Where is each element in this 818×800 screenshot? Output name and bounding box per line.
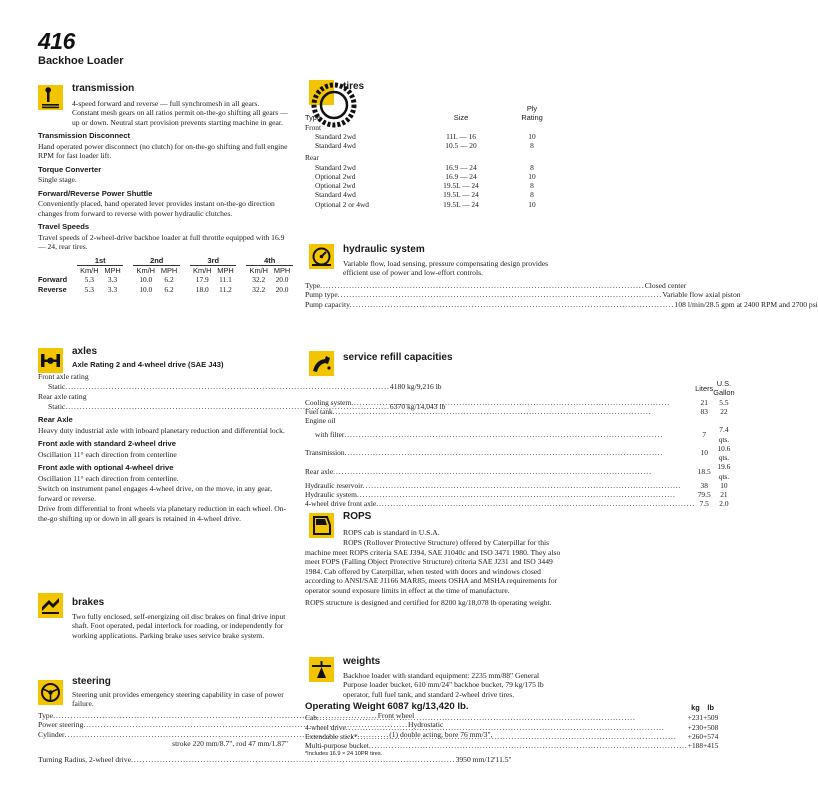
weights-section	[305, 670, 719, 758]
tire-type: Standard 2wd	[315, 162, 356, 172]
refill-header-row	[305, 379, 735, 398]
refill-row	[305, 499, 735, 508]
steering-row-label: Type	[38, 710, 54, 720]
weight-lb: +509	[703, 713, 719, 723]
speed-cell: 20.0	[275, 284, 289, 294]
tire-type: Optional 2wd	[315, 171, 356, 181]
tire-size: 19.5L — 24	[443, 190, 479, 200]
speed-row-label: Forward	[38, 275, 68, 285]
refill-row	[305, 462, 735, 481]
refill-gallon: 21	[720, 490, 728, 499]
steering-intro: Steering unit provides emergency steering capability in case of power failure.	[72, 690, 284, 709]
brakes-section	[38, 611, 288, 640]
tire-type: Standard 2wd	[315, 131, 356, 141]
tires-title: tires	[343, 81, 365, 92]
front-axle-2wd-text: Oscillation 11° each direction from centerline	[38, 449, 177, 459]
tire-ply: 10	[528, 171, 536, 181]
front-axle-4wd-heading: Front axle with optional 4-wheel drive	[38, 463, 174, 473]
tire-ply: 8	[530, 190, 534, 200]
transmission-title: transmission	[72, 83, 135, 94]
refill-label: Fuel tank	[305, 406, 333, 416]
tire-type: Standard 4wd	[315, 141, 356, 150]
turning-radius-value: 3950 mm/12'11.5"	[455, 754, 512, 764]
transmission-disconnect-heading: Transmission Disconnect	[38, 131, 130, 141]
pump-capacity-label: Pump capacity	[305, 299, 350, 309]
refill-label: Engine oil	[305, 416, 336, 425]
speed-cell: 32.2	[252, 275, 266, 285]
weight-label: 4-wheel drive	[305, 722, 346, 732]
unit-header: MPH	[160, 266, 178, 276]
weights-intro: Backhoe loader with standard equipment: 2235 mm/88" General Purpose loader bucket, 610 mm/24" backhoe bucket, 79 kg/175 lb operator, full fuel tank, and standard 2-wheel drive tires.	[343, 671, 544, 699]
gear-header: 3rd	[190, 256, 236, 266]
tires-header-row	[305, 113, 562, 122]
unit-header: Km/H	[80, 266, 99, 276]
weight-row	[305, 713, 718, 722]
refill-title: service refill capacities	[343, 352, 453, 363]
weight-label: Multi-purpose bucket	[305, 741, 369, 751]
hydraulic-row-value: Closed center	[644, 280, 687, 290]
refill-row	[305, 444, 735, 463]
tire-ply: 8	[530, 141, 534, 150]
rear-axle-text: Heavy duty industrial axle with inboard planetary reduction and differential lock.	[38, 425, 285, 435]
kg-header: kg	[691, 702, 700, 712]
front-axle-rating-label: Front axle rating	[38, 372, 89, 382]
hydraulic-title: hydraulic system	[343, 244, 425, 255]
refill-row	[305, 416, 735, 425]
refill-label: 4-wheel drive front axle	[305, 499, 377, 509]
transmission-intro: 4-speed forward and reverse — full synchromesh in all gears. Constant mesh gears on all ratios permit on-the-go shifting all gears — up or down. Neutral start provision prevents starting machine in gear.	[72, 99, 288, 127]
torque-converter-heading: Torque Converter	[38, 164, 102, 174]
steering-row-label: Power steering	[38, 720, 84, 730]
front-static-label: Static	[48, 381, 66, 391]
speed-cell: 32.2	[252, 284, 266, 294]
tire-type: Optional 2wd	[315, 181, 356, 190]
front-static-value: 4180 kg/9,216 lb	[389, 381, 442, 391]
front-axle-static-row	[38, 381, 442, 391]
axles-title: axles	[72, 346, 98, 357]
rear-axle-heading: Rear Axle	[38, 415, 73, 425]
rear-static-value: 6370 kg/14,043 lb	[389, 401, 446, 411]
speed-row-reverse	[38, 285, 293, 294]
refill-liters: 21	[700, 397, 708, 407]
speed-row-forward	[38, 275, 293, 284]
model-number: 416	[38, 28, 75, 54]
speed-cell: 3.3	[107, 284, 118, 294]
fuel-pump-icon	[309, 351, 334, 376]
refill-gallon: 19.6 qts.	[717, 462, 731, 481]
power-shuttle-heading: Forward/Reverse Power Shuttle	[38, 188, 153, 198]
tire-type: Optional 2 or 4wd	[315, 199, 369, 209]
weights-title: weights	[343, 656, 381, 667]
travel-speeds-text: Travel speeds of 2-wheel-drive backhoe loader at full throttle equipped with 16.9 — 24, rear tires.	[38, 232, 285, 252]
travel-speeds-heading: Travel Speeds	[38, 222, 90, 232]
gallon-header: U.S. Gallon	[713, 379, 735, 398]
gear-header: 1st	[77, 256, 123, 266]
speed-cell: 11.1	[219, 275, 232, 285]
brakes-title: brakes	[72, 597, 105, 608]
steering-row-value: Hydrostatic	[407, 720, 444, 730]
hydraulic-row-label: Type	[305, 280, 321, 290]
weight-row	[305, 732, 718, 741]
steering-title: steering	[72, 676, 111, 687]
weight-lb: +415	[703, 741, 719, 751]
rating-header: Rating	[521, 113, 543, 123]
tire-ply: 10	[528, 199, 536, 209]
page-subtitle: Backhoe Loader	[38, 55, 124, 67]
speed-cell: 17.9	[195, 275, 209, 285]
refill-gallon: 10	[720, 480, 728, 490]
tire-row	[305, 190, 562, 199]
pump-capacity-value: 108 l/min/28.5 gpm at 2400 RPM and 2700 psi	[674, 299, 818, 309]
pump-capacity-row	[305, 299, 818, 309]
refill-label: with filter	[315, 429, 345, 439]
tire-row	[305, 172, 562, 181]
tire-row	[305, 200, 562, 209]
brakes-text: Two fully enclosed, self-energizing oil disc brakes on final drive input shaft. Foot operated, pedal interlock for roading, or independently for working applications. Parking brake uses service brake system.	[72, 612, 286, 640]
speed-cell: 11.2	[219, 284, 232, 294]
rear-static-label: Static	[48, 401, 66, 411]
rops-text-1: ROPS cab is standard in U.S.A.	[343, 528, 440, 537]
refill-liters: 79.5	[697, 490, 711, 499]
weight-label: Extendable stick*	[305, 731, 358, 741]
refill-label: Cooling system	[305, 397, 352, 407]
front-axle-2wd-heading: Front axle with standard 2-wheel drive	[38, 439, 176, 449]
speed-cell: 6.2	[164, 275, 174, 285]
refill-gallon: 10.6 qts.	[717, 443, 731, 462]
unit-header: MPH	[104, 266, 121, 276]
refill-label: Hydraulic reservoir	[305, 480, 363, 490]
speed-cell: 3.3	[107, 275, 118, 285]
tire-ply: 10	[528, 131, 536, 141]
refill-liters: 38	[700, 480, 708, 490]
tire-ply: 8	[530, 162, 534, 172]
unit-header: Km/H	[136, 266, 156, 276]
front-tires-label: Front	[305, 122, 322, 132]
operating-weight: Operating Weight 6087 kg/13,420 lb.	[305, 701, 469, 713]
hydraulic-intro: Variable flow, load sensing, pressure compensating design provides efficient use of power and low-effort controls.	[343, 259, 549, 278]
type-header: Type	[305, 113, 322, 123]
unit-header: Km/H	[249, 266, 268, 276]
size-header: Size	[453, 113, 469, 123]
rear-axle-rating-label: Rear axle rating	[38, 392, 87, 402]
weight-kg: +260	[687, 731, 704, 741]
unit-header: MPH	[217, 266, 234, 276]
steering-row-label: Cylinder	[38, 729, 65, 739]
refill-label: Hydraulic system	[305, 490, 357, 499]
refill-row	[305, 490, 735, 499]
hydraulic-row	[305, 290, 741, 300]
transmission-section	[38, 98, 291, 294]
weight-lb: +508	[703, 722, 719, 732]
rops-section	[305, 527, 562, 608]
gear-header: 2nd	[133, 256, 179, 266]
weight-lb: +574	[703, 731, 719, 741]
weight-kg: +231	[687, 713, 704, 723]
refill-liters: 18.5	[697, 466, 711, 476]
tires-table	[305, 104, 562, 209]
speed-cell: 18.0	[195, 284, 209, 294]
tire-size: 16.9 — 24	[445, 162, 477, 172]
weight-row	[305, 741, 718, 750]
turning-radius-label: Turning Radius, 2-wheel drive	[38, 754, 131, 764]
refill-gallon: 22	[720, 406, 728, 416]
unit-header: Km/H	[193, 266, 212, 276]
refill-liters: 10	[700, 448, 708, 458]
refill-row	[305, 425, 735, 444]
speed-cell: 10.0	[139, 275, 153, 285]
cylinder-line-2: stroke 220 mm/8.7", rod 47 mm/1.87"	[172, 739, 288, 749]
speed-row-label: Reverse	[38, 284, 67, 294]
speed-cell: 5.3	[84, 275, 94, 285]
tire-ply: 8	[530, 181, 534, 190]
steering-row-value: Front wheel	[377, 710, 415, 720]
weight-kg: +230	[687, 722, 704, 732]
speed-cell: 5.3	[84, 284, 94, 294]
transmission-disconnect-text: Hand operated power disconnect (no clutch) for on-the-go shifting and full engine RPM for fast loader lift.	[38, 141, 288, 161]
refill-gallon: 5.5	[719, 397, 729, 407]
tire-icon	[309, 80, 334, 105]
weight-row	[305, 723, 718, 732]
hydraulic-section	[305, 258, 818, 309]
front-axle-4wd-text-2: Switch on instrument panel engages 4-wheel drive, on the move, in any gear, forward or reverse.	[38, 484, 272, 503]
axle-rating-heading: Axle Rating 2 and 4-wheel drive (SAE J43)	[72, 360, 224, 369]
refill-row	[305, 398, 735, 407]
tire-row	[305, 163, 562, 172]
weight-label: Cab	[305, 713, 317, 723]
torque-converter-text: Single stage.	[38, 175, 77, 185]
tire-row	[305, 181, 562, 190]
rops-title: ROPS	[343, 511, 372, 522]
tire-size: 16.9 — 24	[445, 171, 477, 181]
tire-size: 19.5L — 24	[443, 199, 479, 209]
rear-tires-label: Rear	[305, 153, 319, 163]
tire-row	[305, 132, 562, 141]
speed-cell: 20.0	[275, 275, 289, 285]
tire-row	[305, 141, 562, 150]
refill-row	[305, 481, 735, 490]
tire-type: Standard 4wd	[315, 190, 356, 200]
weights-footnote: *Includes 16.9 × 24 10PR tires.	[305, 751, 383, 758]
speed-cell: 10.0	[139, 284, 153, 294]
weight-kg: +188	[687, 741, 704, 751]
rops-text-3: ROPS structure is designed and certified for 8200 kg/18,078 lb operating weight.	[305, 598, 552, 608]
tire-size: 11L — 16	[446, 131, 476, 141]
speed-cell: 6.2	[164, 284, 174, 294]
steering-row-value: (1) double acting, bore 76 mm/3",	[389, 729, 493, 739]
travel-speeds-table	[38, 256, 293, 294]
hydraulic-row	[305, 280, 687, 290]
refill-liters: 83	[700, 406, 708, 416]
tire-size: 19.5L — 24	[443, 181, 479, 190]
tire-size: 10.5 — 20	[445, 141, 477, 150]
refill-label: Transmission	[305, 448, 345, 458]
hydraulic-row-label: Pump type	[305, 290, 338, 300]
rops-text-2: ROPS (Rollover Protective Structure) offered by Caterpillar for this machine meet ROPS criteria SAE J394, SAE J1040c and ISO 3471 1980. They also meet FOPS (Falling Object Protective Structure) criteria SAE J231 and ISO 3449 1984. Cab offered by Caterpillar, when tested with doors and windows closed according to ANSI/SAE J1166 MAR85, meets OSHA and MSHA requirements for operator sound exposure limits in effect at the time of manufacture.	[305, 538, 561, 595]
power-shuttle-text: Conveniently placed, hand operated lever provides instant on-the-go direction changes from forward to reverse with power hydraulic clutches.	[38, 199, 275, 218]
refill-row	[305, 407, 735, 416]
unit-header: MPH	[273, 266, 291, 276]
refill-liters: 7.5	[699, 499, 709, 509]
refill-label: Rear axle	[305, 466, 334, 476]
refill-liters: 7	[702, 429, 707, 439]
refill-table	[305, 379, 735, 509]
front-axle-4wd-text-3: Drive from differential to front wheels via planetary reduction in each wheel. On-the-go shifting up or down in all gears is retained in 4-wheel drive.	[38, 504, 287, 523]
front-axle-4wd-text-1: Oscillation 11° each direction from centerline.	[38, 473, 179, 483]
refill-gallon: 2.0	[719, 499, 729, 509]
hydraulic-row-value: Variable flow axial piston	[662, 290, 741, 300]
ply-header: Ply	[526, 104, 538, 113]
liters-header: Liters	[695, 383, 714, 393]
refill-gallon: 7.4 qts.	[718, 425, 730, 444]
weights-table	[305, 701, 718, 750]
lb-header: lb	[707, 702, 714, 712]
gear-header: 4th	[246, 256, 293, 266]
